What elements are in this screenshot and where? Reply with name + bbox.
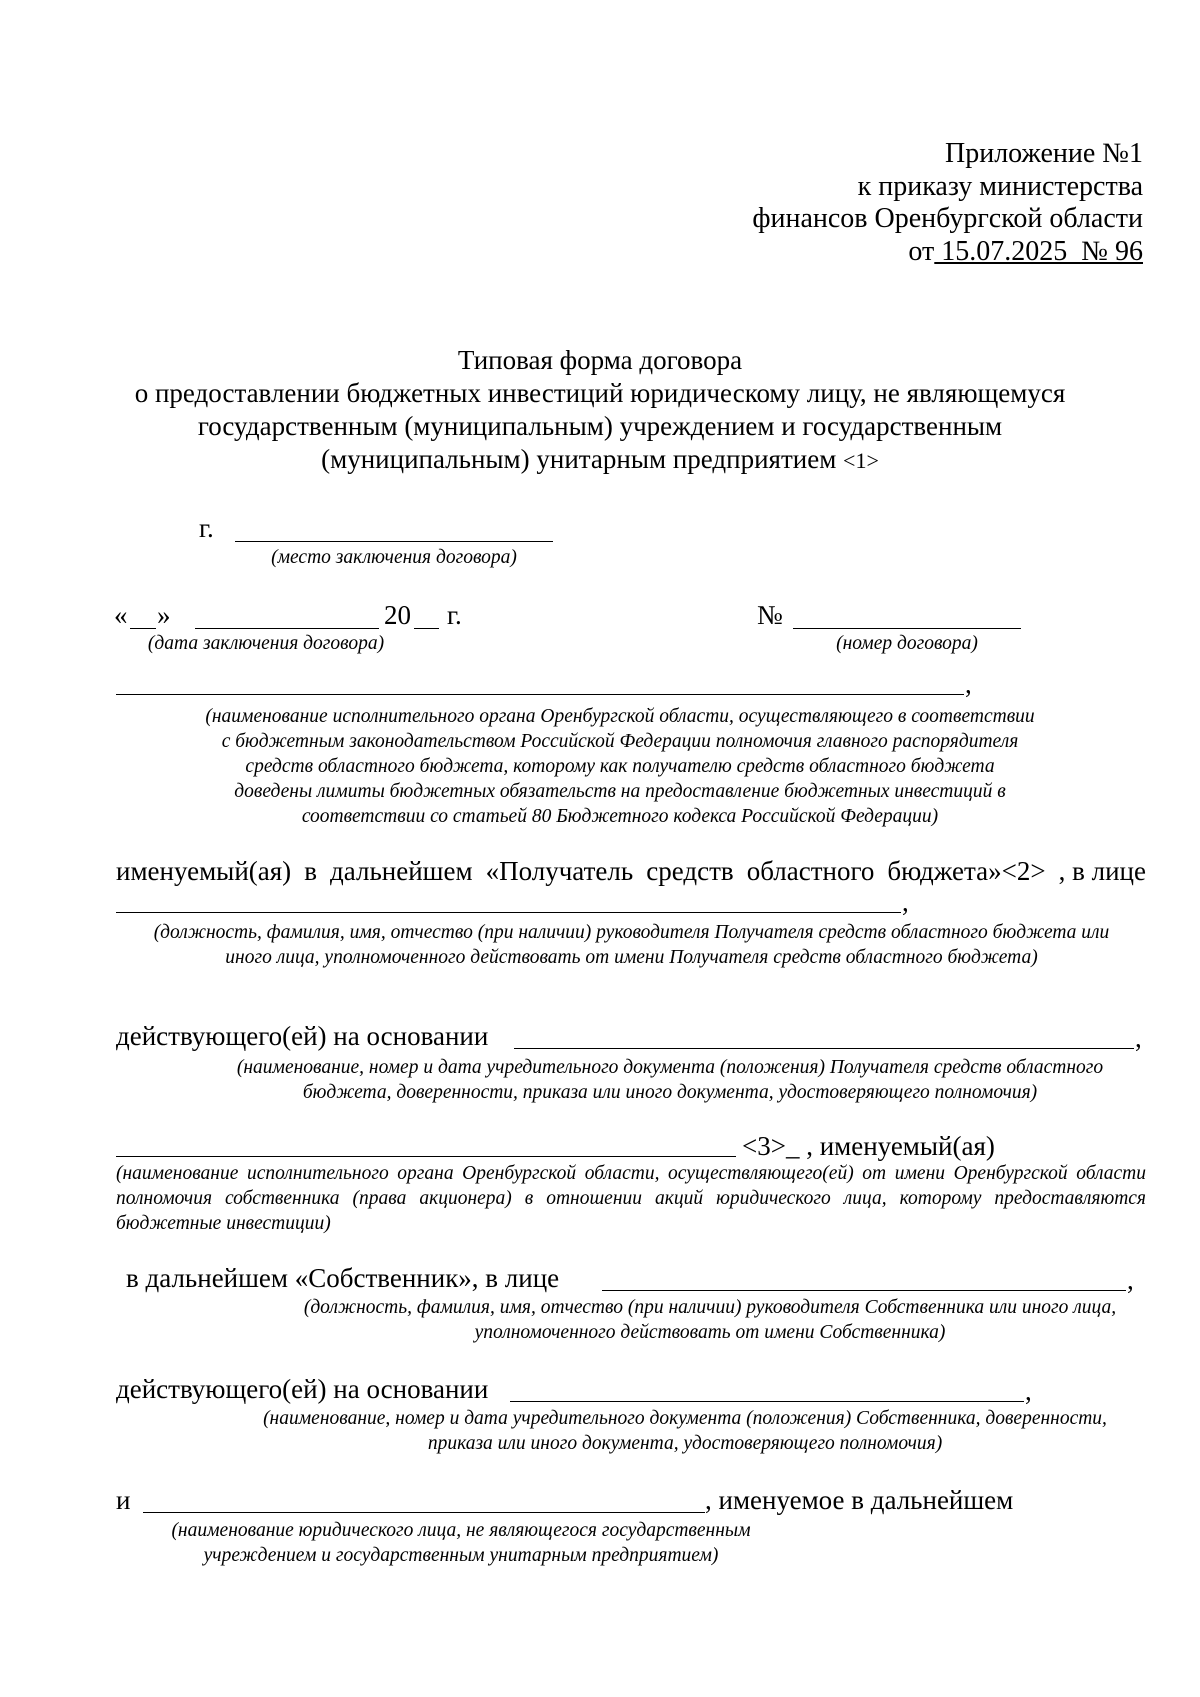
annex-ministry: финансов Оренбургской области	[752, 203, 1143, 234]
named-word-3: дальнейшем	[330, 856, 473, 886]
named-word-7: бюджета»<2>	[887, 856, 1046, 886]
footnote-ref-1: <1>	[843, 448, 879, 473]
recipient-named-line	[116, 855, 1146, 887]
legal-entity-suffix: , именуемое в дальнейшем	[705, 1485, 1014, 1515]
legal-entity-note: (наименование юридического лица, не являющегося государственным учреждением и государственным унитарным предприятием)	[171, 1520, 751, 1566]
annex-date-prefix: от	[908, 236, 935, 267]
place-note: (место заключения договора)	[271, 547, 517, 568]
month-blank-line[interactable]	[195, 628, 379, 629]
annex-order-ref: к приказу министерства	[857, 171, 1143, 202]
number-note: (номер договора)	[836, 633, 978, 654]
place-prefix: г.	[199, 513, 214, 543]
basis2-note: (наименование, номер и дата учредительного документа (положения) Собственника, доверенности, приказа или иного документа, удостоверяющего полномочия)	[263, 1408, 1107, 1454]
owner-person-comma: ,	[1127, 1265, 1134, 1295]
owner-person-blank-line[interactable]	[602, 1290, 1126, 1291]
form-title: Типовая форма договора	[457, 345, 743, 375]
form-title-line-4-text: (муниципальным) унитарным предприятием	[321, 444, 837, 474]
annex-date-value: 15.07.2025 № 96	[934, 236, 1143, 267]
year-suffix: г.	[447, 600, 462, 630]
place-blank-line[interactable]	[235, 541, 553, 542]
owner-person-note: (должность, фамилия, имя, отчество (при наличии) руководителя Собственника или иного лица, уполномоченного действовать от имени Собственника)	[303, 1297, 1117, 1343]
head-person-comma: ,	[902, 887, 909, 917]
named-word-4: «Получатель	[485, 856, 634, 886]
day-blank-line[interactable]	[130, 628, 156, 629]
form-title-line-4	[0, 443, 1200, 477]
number-blank-line[interactable]	[793, 628, 1021, 629]
basis2-comma: ,	[1025, 1376, 1032, 1406]
named-word-8: , в лице	[1058, 856, 1146, 886]
owner-org-blank-line[interactable]	[116, 1156, 736, 1157]
basis1-prefix: действующего(ей) на основании	[116, 1021, 489, 1051]
date-quote-open: «	[114, 600, 128, 630]
owner-person-prefix: в дальнейшем «Собственник», в лице	[126, 1263, 560, 1293]
form-title-line-2: о предоставлении бюджетных инвестиций юридическому лицу, не являющемуся	[134, 378, 1066, 408]
date-quote-close: »	[157, 600, 171, 630]
legal-entity-blank-line[interactable]	[143, 1512, 705, 1513]
annex-number: Приложение №1	[945, 138, 1143, 169]
basis1-blank-line[interactable]	[514, 1048, 1134, 1049]
legal-entity-prefix: и	[116, 1485, 131, 1515]
basis2-prefix: действующего(ей) на основании	[116, 1374, 489, 1404]
date-note: (дата заключения договора)	[147, 633, 385, 654]
named-word-5: средств	[646, 856, 734, 886]
year-blank-line[interactable]	[414, 628, 439, 629]
head-person-note: (должность, фамилия, имя, отчество (при наличии) руководителя Получателя средств областного бюджета или иного лица, уполномоченного действовать от имени Получателя средств областного бюджета)	[153, 922, 1110, 968]
annex-date-line	[908, 235, 1143, 268]
owner-org-suffix: <3>_ , именуемый(ая)	[742, 1131, 995, 1161]
basis1-note: (наименование, номер и дата учредительного документа (положения) Получателя средств областного бюджета, доверенности, приказа или иного документа, удостоверяющего полномочия)	[236, 1057, 1104, 1103]
executive-body-note: (наименование исполнительного органа Оренбургской области, осуществляющего в соответствии с бюджетным законодательством Российской Федерации полномочия главного распорядителя средств областного бюджета, которому как получателю средств областного бюджета доведены лимиты бюджетных обязательств на предоставление бюджетных инвестиций в соответствии со статьей 80 Бюджетного кодекса Российской Федерации)	[205, 706, 1035, 827]
head-person-blank-line[interactable]	[116, 912, 901, 913]
year-prefix: 20	[384, 600, 411, 630]
executive-comma: ,	[965, 669, 972, 699]
form-title-line-3: государственным (муниципальным) учреждением и государственным	[197, 411, 1003, 441]
executive-body-blank-line[interactable]	[116, 694, 964, 695]
basis1-comma: ,	[1135, 1023, 1142, 1053]
named-word-6: областного	[746, 856, 875, 886]
owner-org-note: (наименование исполнительного органа Оренбургской области, осуществляющего(ей) от имени Оренбургской области полномочия собственника (права акционера) в отношении акций юридического лица, которому предоставляются бюджетные инвестиции)	[116, 1163, 1146, 1234]
named-word-1: именуемый(ая)	[116, 856, 292, 886]
named-word-2: в	[304, 856, 317, 886]
basis2-blank-line[interactable]	[510, 1401, 1024, 1402]
number-prefix: №	[757, 600, 783, 630]
